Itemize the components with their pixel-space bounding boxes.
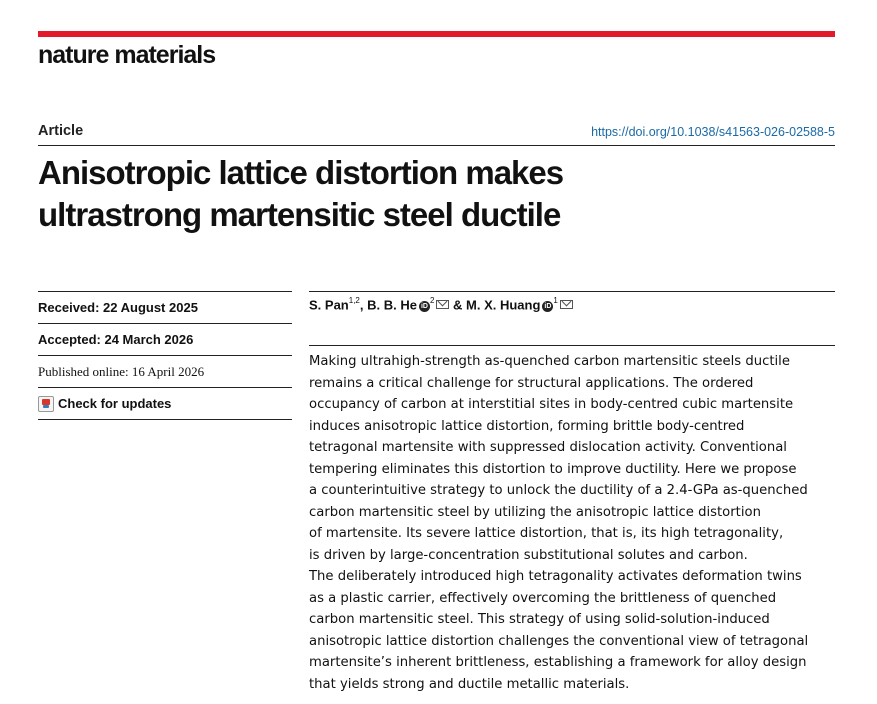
journal-name[interactable]: nature materials [38, 41, 216, 69]
orcid-icon[interactable]: iD [420, 303, 428, 311]
abstract-line: tetragonal martensite with suppressed dislocation activity. Conventional [309, 440, 787, 455]
author-name[interactable]: B. B. He [367, 297, 417, 313]
check-for-updates-label: Check for updates [58, 396, 172, 411]
abstract-line: carbon martensitic steel by utilizing the anisotropic lattice distortion [309, 504, 761, 520]
abstract-line: as a plastic carrier, effectively overcoming the brittleness of quenched [309, 590, 777, 606]
doi-link[interactable]: https://doi.org/10.1038/s41563-026-02588-5 [591, 125, 835, 139]
abstract-line: a counterintuitive strategy to unlock the ductility of a 2.4-GPa as-quenched [309, 483, 808, 498]
published-date: Published online: 16 April 2026 [38, 355, 292, 387]
received-date: Received: 22 August 2025 [38, 291, 292, 323]
author-separator: & [449, 297, 467, 313]
abstract-line: occupancy of carbon at interstitial sites in body-centred cubic martensite [309, 397, 794, 412]
authors-divider [309, 291, 835, 292]
abstract-line: The deliberately introduced high tetragonality activates deformation twins [309, 569, 802, 584]
affiliation-marker[interactable]: 2 [429, 296, 435, 305]
abstract-line: induces anisotropic lattice distortion, forming brittle body-centred [309, 418, 745, 434]
abstract-line: is driven by large-concentration substitutional solutes and carbon. [309, 547, 748, 563]
abstract [309, 351, 849, 695]
accepted-date: Accepted: 24 March 2026 [38, 323, 292, 355]
abstract-line: Making ultrahigh-strength as-quenched carbon martensitic steels ductile [309, 354, 790, 369]
article-title [38, 152, 828, 236]
abstract-line: tempering eliminates this distortion to improve ductility. Here we propose [309, 461, 797, 477]
journal-brand-bar [38, 31, 835, 37]
check-for-updates-button[interactable] [38, 387, 292, 420]
title-line: Anisotropic lattice distortion makes [38, 154, 564, 191]
abstract-divider [309, 345, 835, 346]
abstract-line: that yields strong and ductile metallic materials. [309, 676, 630, 692]
article-type-label: Article [38, 123, 84, 139]
author-list [309, 297, 573, 312]
title-divider [38, 145, 835, 146]
check-for-updates-icon [38, 396, 54, 412]
author-name[interactable]: S. Pan [309, 297, 349, 313]
affiliation-marker[interactable]: 1,2 [348, 296, 360, 305]
email-icon[interactable] [560, 300, 573, 309]
abstract-line: of martensite. Its severe lattice distortion, that is, its high tetragonality, [309, 526, 784, 541]
abstract-line: martensite’s inherent brittleness, establishing a framework for alloy design [309, 655, 807, 670]
article-history-panel [38, 291, 292, 420]
abstract-line: anisotropic lattice distortion challenges the conventional view of tetragonal [309, 633, 809, 649]
title-line: ultrastrong martensitic steel ductile [38, 196, 561, 233]
orcid-icon[interactable]: iD [544, 303, 552, 311]
affiliation-marker[interactable]: 1 [553, 296, 558, 305]
email-icon[interactable] [436, 300, 449, 309]
abstract-line: remains a critical challenge for structural applications. The ordered [309, 375, 754, 391]
author-separator: , [359, 297, 368, 313]
author-name[interactable]: M. X. Huang [466, 297, 541, 313]
abstract-line: carbon martensitic steel. This strategy of using solid-solution-induced [309, 612, 770, 627]
